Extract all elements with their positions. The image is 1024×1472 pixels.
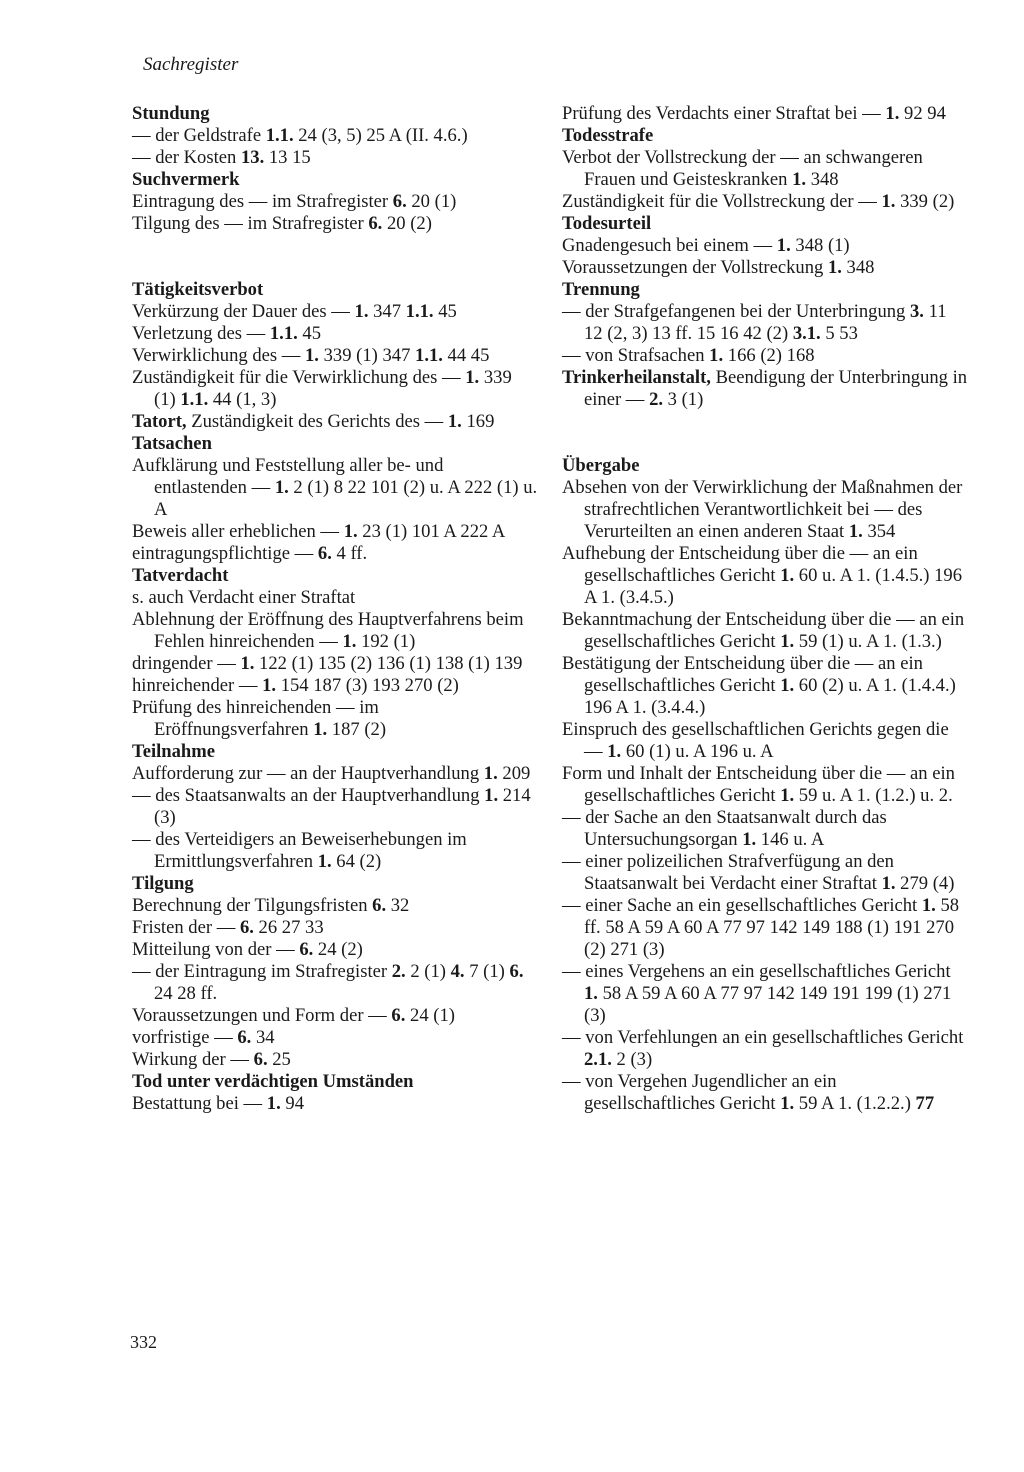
index-entry: — eines Vergehens an ein gesellschaftliches Gericht 1. 58 A 59 A 60 A 77 97 142 149 191 199 (1) 271 (3) — [562, 961, 952, 1026]
index-entry: Voraussetzungen der Vollstreckung 1. 348 — [562, 257, 875, 278]
index-entry: Zuständigkeit für die Verwirklichung des — 1. 339 (1) 1.1. 44 (1, 3) — [132, 367, 512, 410]
index-entry: Bestattung bei — 1. 94 — [132, 1093, 304, 1114]
index-entry: Fristen der — 6. 26 27 33 — [132, 917, 324, 938]
index-entry: Aufforderung zur — an der Hauptverhandlung 1. 209 — [132, 763, 531, 784]
index-entry: Verkürzung der Dauer des — 1. 347 1.1. 45 — [132, 301, 457, 322]
index-entry: Berechnung der Tilgungsfristen 6. 32 — [132, 895, 410, 916]
index-entry: Einspruch des gesellschaftlichen Gerichts gegen die — 1. 60 (1) u. A 196 u. A — [562, 719, 949, 762]
index-heading: Tilgung — [132, 873, 194, 894]
index-entry: hinreichender — 1. 154 187 (3) 193 270 (2) — [132, 675, 459, 696]
index-entry: Beweis aller erheblichen — 1. 23 (1) 101 A 222 A — [132, 521, 506, 542]
index-entry: Aufklärung und Feststellung aller be- und entlastenden — 1. 2 (1) 8 22 101 (2) u. A 222 (1) u. A — [132, 455, 538, 520]
index-entry: eintragungspflichtige — 6. 4 ff. — [132, 543, 368, 564]
index-entry: s. auch Verdacht einer Straftat — [132, 587, 356, 608]
index-column-left — [132, 103, 538, 1115]
index-heading: Tatsachen — [132, 433, 212, 454]
index-entry: Prüfung des hinreichenden — im Eröffnungsverfahren 1. 187 (2) — [132, 697, 387, 740]
section-gap — [132, 235, 538, 279]
index-entry: Form und Inhalt der Entscheidung über die — an ein gesellschaftliches Gericht 1. 59 u. A 1. (1.2.) u. 2. — [562, 763, 955, 806]
index-entry: — der Kosten 13. 13 15 — [132, 147, 311, 168]
index-entry: — der Sache an den Staatsanwalt durch das Untersuchungsorgan 1. 146 u. A — [562, 807, 887, 850]
index-entry: Absehen von der Verwirklichung der Maßnahmen der strafrechtlichen Verantwortlichkeit bei — des Verurteilten an einen anderen Staat 1. 354 — [562, 477, 963, 542]
index-entry: — der Eintragung im Strafregister 2. 2 (1) 4. 7 (1) 6. 24 28 ff. — [132, 961, 524, 1004]
index-heading: Tatverdacht — [132, 565, 229, 586]
index-heading: Suchvermerk — [132, 169, 240, 190]
index-entry: Bestätigung der Entscheidung über die — an ein gesellschaftliches Gericht 1. 60 (2) u. A 1. (1.4.4.) 196 A 1. (3.4.4.) — [562, 653, 956, 718]
index-heading: Tod unter verdächtigen Umständen — [132, 1071, 414, 1092]
index-heading: Todesstrafe — [562, 125, 654, 146]
index-heading: Todesurteil — [562, 213, 652, 234]
index-entry: Eintragung des — im Strafregister 6. 20 (1) — [132, 191, 457, 212]
page-number: 332 — [130, 1332, 157, 1352]
index-entry: Wirkung der — 6. 25 — [132, 1049, 291, 1070]
index-entry: Verletzung des — 1.1. 45 — [132, 323, 322, 344]
index-entry: Trinkerheilanstalt, Beendigung der Unterbringung in einer — 2. 3 (1) — [562, 367, 968, 410]
index-entry: Verwirklichung des — 1. 339 (1) 347 1.1. 44 45 — [132, 345, 490, 366]
running-head: Sachregister — [143, 54, 239, 75]
index-entry: Voraussetzungen und Form der — 6. 24 (1) — [132, 1005, 455, 1026]
index-entry: Gnadengesuch bei einem — 1. 348 (1) — [562, 235, 850, 256]
index-entry: Tatort, Zuständigkeit des Gerichts des — 1. 169 — [132, 411, 495, 432]
index-entry: Aufhebung der Entscheidung über die — an ein gesellschaftliches Gericht 1. 60 u. A 1. (1.4.5.) 196 A 1. (3.4.5.) — [562, 543, 963, 608]
index-entry: — einer polizeilichen Strafverfügung an den Staatsanwalt bei Verdacht einer Straftat 1. 279 (4) — [562, 851, 955, 894]
index-entry: — des Verteidigers an Beweiserhebungen im Ermittlungsverfahren 1. 64 (2) — [132, 829, 467, 872]
index-entry: Mitteilung von der — 6. 24 (2) — [132, 939, 363, 960]
section-gap — [562, 411, 968, 455]
index-entry: — einer Sache an ein gesellschaftliches Gericht 1. 58 ff. 58 A 59 A 60 A 77 97 142 149 188 (1) 191 270 (2) 271 (3) — [562, 895, 960, 960]
index-entry: dringender — 1. 122 (1) 135 (2) 136 (1) 138 (1) 139 — [132, 653, 523, 674]
index-entry: Bekanntmachung der Entscheidung über die — an ein gesellschaftliches Gericht 1. 59 (1) u. A 1. (1.3.) — [562, 609, 965, 652]
index-heading: Übergabe — [562, 455, 640, 476]
index-entry: — der Geldstrafe 1.1. 24 (3, 5) 25 A (II. 4.6.) — [132, 125, 468, 146]
index-entry: — des Staatsanwalts an der Hauptverhandlung 1. 214 (3) — [132, 785, 531, 828]
index-entry: Zuständigkeit für die Vollstreckung der — 1. 339 (2) — [562, 191, 955, 212]
index-entry: vorfristige — 6. 34 — [132, 1027, 275, 1048]
index-entry: — von Strafsachen 1. 166 (2) 168 — [562, 345, 815, 366]
index-heading: Trennung — [562, 279, 640, 300]
index-entry: Verbot der Vollstreckung der — an schwangeren Frauen und Geisteskranken 1. 348 — [562, 147, 923, 190]
index-column-right — [562, 103, 968, 1115]
index-entry: Ablehnung der Eröffnung des Hauptverfahrens beim Fehlen hinreichenden — 1. 192 (1) — [132, 609, 524, 652]
index-heading: Tätigkeitsverbot — [132, 279, 264, 300]
index-entry: — von Vergehen Jugendlicher an ein gesellschaftliches Gericht 1. 59 A 1. (1.2.2.) 77 — [562, 1071, 935, 1114]
index-entry: — der Strafgefangenen bei der Unterbringung 3. 11 12 (2, 3) 13 ff. 15 16 42 (2) 3.1. 5 53 — [562, 301, 947, 344]
index-heading: Teilnahme — [132, 741, 215, 762]
index-entry: Prüfung des Verdachts einer Straftat bei — 1. 92 94 — [562, 103, 946, 124]
index-entry: — von Verfehlungen an ein gesellschaftliches Gericht 2.1. 2 (3) — [562, 1027, 964, 1070]
index-heading: Stundung — [132, 103, 210, 124]
index-entry: Tilgung des — im Strafregister 6. 20 (2) — [132, 213, 432, 234]
